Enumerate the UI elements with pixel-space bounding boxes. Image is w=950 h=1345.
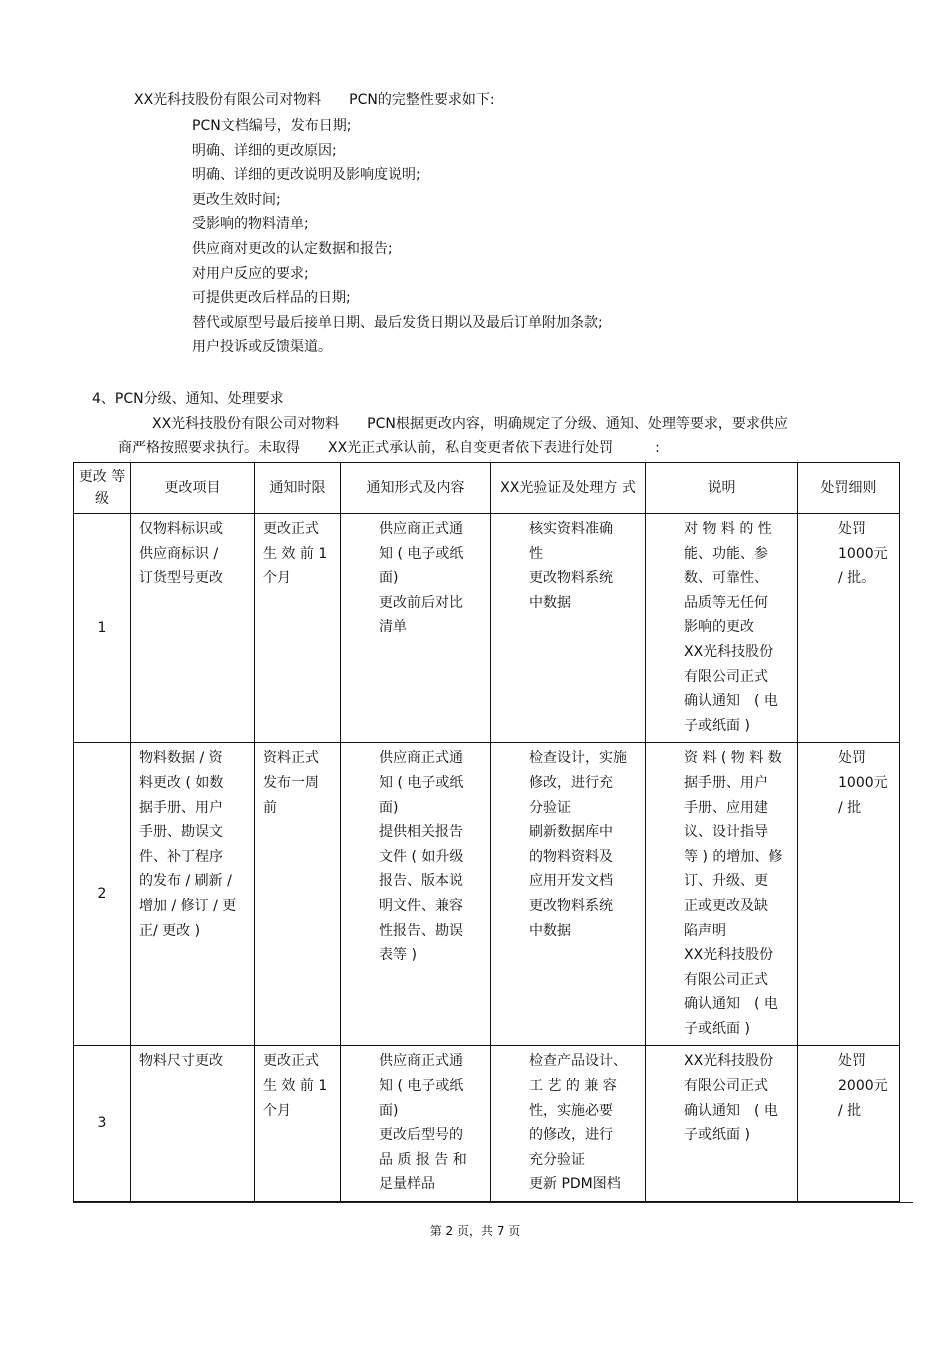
cell-line: 物料数据 / 资 xyxy=(139,750,223,767)
cell-line: 等 ) 的增加、修 xyxy=(684,848,783,865)
cell-line: 个月 xyxy=(263,570,291,587)
cell-notice xyxy=(341,1046,491,1202)
cell-line: 子或纸面 ) xyxy=(684,717,750,734)
cell-line: XX光科技股份 xyxy=(684,1053,774,1070)
list-item: 可提供更改后样品的日期; xyxy=(192,290,351,307)
cell-line: 处罚 xyxy=(838,521,866,537)
intro-line: XX光科技股份有限公司对物料 PCN的完整性要求如下: xyxy=(134,92,495,108)
cell-line: 生 效 前 1 xyxy=(263,1078,328,1095)
list-item: 用户投诉或反馈渠道。 xyxy=(192,339,332,356)
list-item: 明确、详细的更改原因; xyxy=(192,142,337,159)
cell-notice xyxy=(341,514,491,743)
cell-line: 增加 / 修订 / 更 xyxy=(139,897,237,914)
cell-level: 1 xyxy=(74,514,131,743)
cell-line: 件、补丁程序 xyxy=(139,848,223,865)
cell-line: 知 ( 电子或纸 xyxy=(379,774,464,791)
cell-line: 提供相关报告 xyxy=(379,824,463,841)
cell-line: 分验证 xyxy=(529,799,571,816)
paragraph-line-1: XX光科技股份有限公司对物料 PCN根据更改内容，明确规定了分级、通知、处理等要求，要求供应 xyxy=(152,416,788,432)
cell-time xyxy=(255,743,341,1046)
paragraph-line-2: 商严格按照要求执行。未取得 XX光正式承认前，私自变更者依下表进行处罚 : xyxy=(118,440,660,456)
cell-line: 更改正式 xyxy=(263,1053,319,1070)
cell-line: 手册、应用建 xyxy=(684,799,768,816)
cell-line: 面) xyxy=(379,799,399,816)
cell-line: 仅物料标识或 xyxy=(139,521,223,537)
cell-line: 能、功能、参 xyxy=(684,545,768,562)
cell-notice xyxy=(341,743,491,1046)
cell-time xyxy=(255,514,341,743)
cell-line: 订、升级、更 xyxy=(684,873,768,890)
table-header-row xyxy=(74,463,900,514)
cell-penalty xyxy=(798,1046,900,1202)
cell-level: 2 xyxy=(74,743,131,1046)
list-item: 对用户反应的要求; xyxy=(192,265,309,282)
cell-line: 知 ( 电子或纸 xyxy=(379,545,464,562)
table-row xyxy=(74,514,900,743)
requirements-list xyxy=(192,114,603,360)
cell-penalty xyxy=(798,743,900,1046)
cell-line: 对 物 料 的 性 xyxy=(684,521,772,537)
section-heading: 4、PCN分级、通知、处理要求 xyxy=(92,391,284,407)
footer-divider xyxy=(73,1202,913,1203)
header-notice: 通知形式及内容 xyxy=(341,463,491,514)
cell-line: 料更改 ( 如数 xyxy=(139,774,224,791)
cell-line: 面) xyxy=(379,570,399,587)
cell-line: 表等 ) xyxy=(379,947,417,964)
list-item: 明确、详细的更改说明及影响度说明; xyxy=(192,167,421,184)
cell-line: 影响的更改 xyxy=(684,619,754,636)
cell-line: 陷声明 xyxy=(684,922,726,939)
cell-line: 确认通知 ( 电 xyxy=(684,996,778,1013)
cell-level: 3 xyxy=(74,1046,131,1202)
cell-line: / 批 xyxy=(838,1102,862,1119)
cell-line: XX光科技股份 xyxy=(684,643,774,660)
cell-verify xyxy=(491,1046,646,1202)
cell-line: 2000元 xyxy=(838,1078,888,1095)
cell-line: 更改正式 xyxy=(263,521,319,537)
cell-line: 足量样品 xyxy=(379,1176,435,1193)
cell-line: 正/ 更改 ) xyxy=(139,922,201,939)
cell-line: / 批。 xyxy=(838,570,876,587)
cell-verify xyxy=(491,743,646,1046)
cell-line: 中数据 xyxy=(529,922,571,939)
cell-line: 更改物料系统 xyxy=(529,897,613,914)
cell-desc xyxy=(646,1046,798,1202)
table-row xyxy=(74,743,900,1046)
cell-line: 个月 xyxy=(263,1102,291,1119)
header-desc: 说明 xyxy=(646,463,798,514)
list-item: 更改生效时间; xyxy=(192,191,281,208)
cell-line: 物料尺寸更改 xyxy=(139,1053,223,1070)
header-level-line: 等级 xyxy=(95,469,126,507)
cell-penalty xyxy=(798,514,900,743)
cell-line: 子或纸面 ) xyxy=(684,1127,750,1144)
cell-line: 有限公司正式 xyxy=(684,971,768,988)
header-penalty: 处罚细则 xyxy=(798,463,900,514)
cell-line: 供应商正式通 xyxy=(379,1053,463,1070)
cell-line: XX光科技股份 xyxy=(684,947,774,964)
cell-line: 据手册、用户 xyxy=(139,799,223,816)
cell-line: 正或更改及缺 xyxy=(684,897,768,914)
cell-desc xyxy=(646,514,798,743)
cell-line: 确认通知 ( 电 xyxy=(684,1102,778,1119)
list-item: 供应商对更改的认定数据和报告; xyxy=(192,240,393,257)
cell-line: 发布一周 xyxy=(263,774,319,791)
cell-line: 资料正式 xyxy=(263,750,319,767)
cell-line: 明文件、兼容 xyxy=(379,897,463,914)
cell-line: 更新 PDM图档 xyxy=(529,1176,621,1193)
cell-line: 生 效 前 1 xyxy=(263,545,328,562)
cell-line: 处罚 xyxy=(838,750,866,767)
header-time: 通知时限 xyxy=(255,463,341,514)
cell-line: 修改，进行充 xyxy=(529,774,613,791)
cell-line: 检查产品设计、 xyxy=(529,1053,627,1070)
cell-line: 数、可靠性、 xyxy=(684,570,768,587)
cell-line: 更改后型号的 xyxy=(379,1127,463,1144)
cell-item xyxy=(131,1046,255,1202)
cell-line: 有限公司正式 xyxy=(684,668,768,685)
cell-line: 的修改，进行 xyxy=(529,1127,613,1144)
cell-line: 前 xyxy=(263,799,277,816)
list-item: PCN文档编号，发布日期; xyxy=(192,118,352,134)
cell-time xyxy=(255,1046,341,1202)
cell-line: 应用开发文档 xyxy=(529,873,613,890)
cell-desc xyxy=(646,743,798,1046)
cell-line: 确认通知 ( 电 xyxy=(684,693,778,710)
header-verify-line: 式 xyxy=(621,480,636,496)
cell-line: 品 质 报 告 和 xyxy=(379,1151,467,1168)
cell-line: 子或纸面 ) xyxy=(684,1020,750,1037)
cell-line: 面) xyxy=(379,1102,399,1119)
cell-line: 报告、版本说 xyxy=(379,873,463,890)
cell-line: 充分验证 xyxy=(529,1151,585,1168)
cell-line: 订货型号更改 xyxy=(139,570,223,587)
cell-line: 据手册、用户 xyxy=(684,774,768,791)
cell-line: 更改物料系统 xyxy=(529,570,613,587)
header-verify-line: XX光验证及处理方 xyxy=(500,480,618,496)
cell-line: 更改前后对比 xyxy=(379,594,463,611)
cell-line: / 批 xyxy=(838,799,862,816)
cell-line: 中数据 xyxy=(529,594,571,611)
cell-line: 文件 ( 如升级 xyxy=(379,848,464,865)
cell-line: 核实资料准确 xyxy=(529,521,613,537)
cell-line: 1000元 xyxy=(838,774,888,791)
cell-line: 性，实施必要 xyxy=(529,1102,613,1119)
cell-line: 供应商标识 / xyxy=(139,545,219,562)
cell-line: 1000元 xyxy=(838,545,888,562)
cell-line: 工 艺 的 兼 容 xyxy=(529,1078,617,1095)
cell-line: 清单 xyxy=(379,619,407,636)
cell-verify xyxy=(491,514,646,743)
list-item: 受影响的物料清单; xyxy=(192,216,309,233)
cell-line: 供应商正式通 xyxy=(379,750,463,767)
cell-line: 性报告、勘误 xyxy=(379,922,463,939)
cell-line: 刷新数据库中 xyxy=(529,824,613,841)
cell-line: 手册、勘误文 xyxy=(139,824,223,841)
header-level-line: 更改 xyxy=(78,469,107,485)
page-footer: 第 2 页，共 7 页 xyxy=(429,1224,521,1238)
cell-line: 的物料资料及 xyxy=(529,848,613,865)
cell-line: 的发布 / 刷新 / xyxy=(139,873,232,890)
cell-line: 议、设计指导 xyxy=(684,824,768,841)
cell-line: 检查设计，实施 xyxy=(529,750,627,767)
cell-line: 资 料 ( 物 料 数 xyxy=(684,750,782,767)
pcn-level-table xyxy=(73,462,900,1202)
cell-line: 知 ( 电子或纸 xyxy=(379,1078,464,1095)
list-item: 替代或原型号最后接单日期、最后发货日期以及最后订单附加条款; xyxy=(192,314,603,331)
cell-item xyxy=(131,514,255,743)
cell-line: 品质等无任何 xyxy=(684,594,768,611)
cell-line: 有限公司正式 xyxy=(684,1078,768,1095)
header-item: 更改项目 xyxy=(131,463,255,514)
cell-item xyxy=(131,743,255,1046)
header-verify xyxy=(491,463,646,514)
cell-line: 供应商正式通 xyxy=(379,521,463,537)
cell-line: 性 xyxy=(529,545,543,562)
header-level xyxy=(74,463,131,514)
cell-line: 处罚 xyxy=(838,1053,866,1070)
table-row xyxy=(74,1046,900,1202)
